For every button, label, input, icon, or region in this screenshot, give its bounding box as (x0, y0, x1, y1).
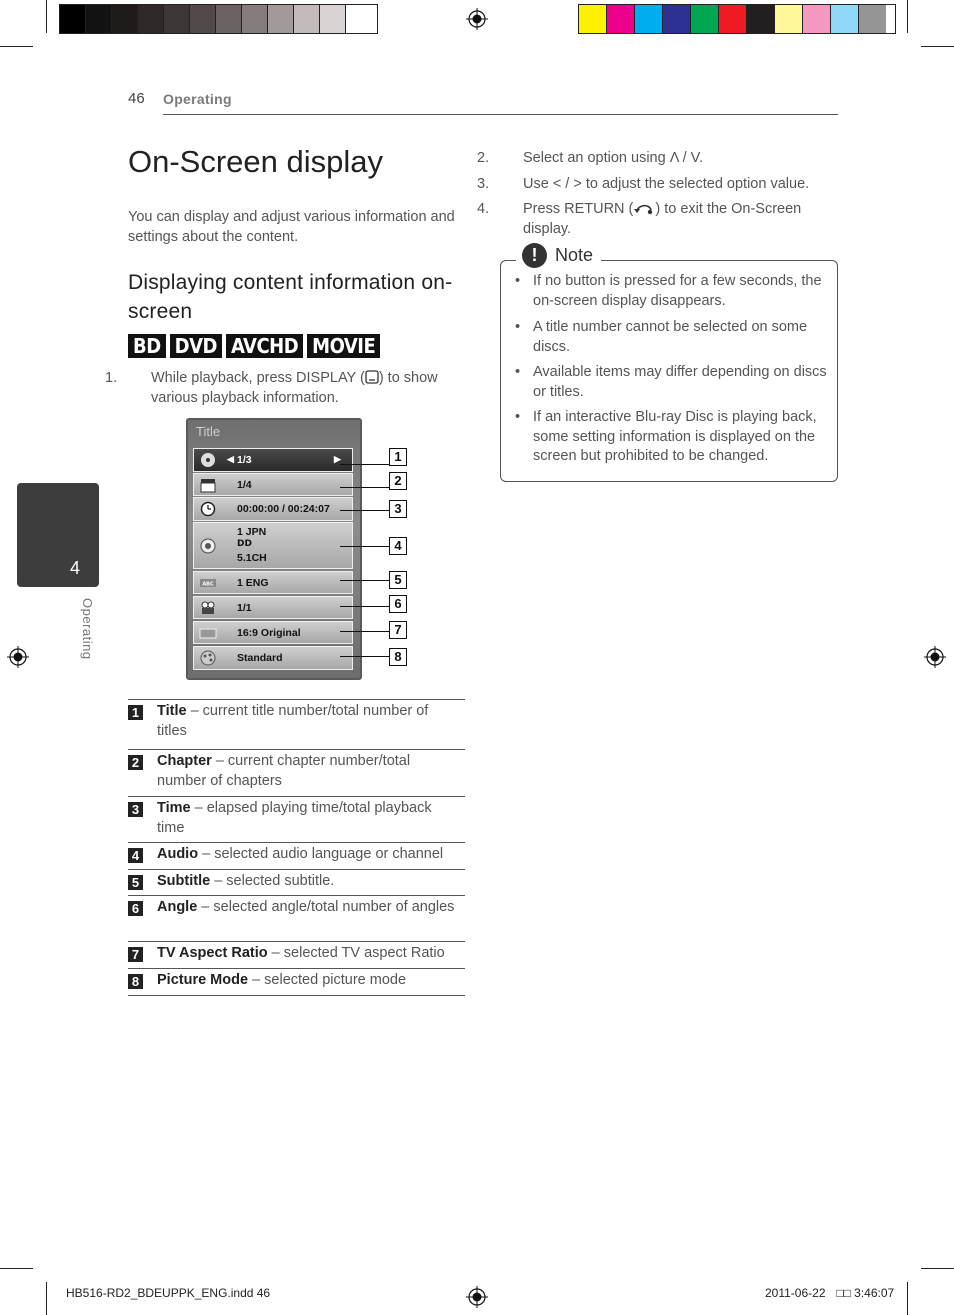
note-item: • If an interactive Blu-ray Disc is playing back, some setting information is displayed on the screen but prohibited to be changed. (515, 408, 843, 467)
intro-text: You can display and adjust various information and settings about the content. (128, 209, 455, 245)
callout-line (340, 464, 389, 465)
color-swatch (719, 5, 747, 33)
registration-mark-icon (7, 646, 29, 668)
color-swatch (164, 5, 190, 33)
note-item: • If no button is pressed for a few seconds, the on-screen display disappears. (515, 272, 843, 311)
color-swatch (242, 5, 268, 33)
step-4: 4. Press RETURN ( ) to exit the On-Screen display. (477, 201, 802, 237)
color-swatch (112, 5, 138, 33)
crop-mark (921, 46, 954, 47)
color-swatch (859, 5, 886, 33)
on-screen-display (186, 418, 362, 680)
display-button-icon (365, 370, 379, 384)
legend-row: 7 TV Aspect Ratio – selected TV aspect Ratio (128, 941, 465, 969)
color-swatch (831, 5, 859, 33)
left-arrow-icon: ◀ (227, 454, 234, 464)
color-swatch (803, 5, 831, 33)
osd-row-audio: 1 JPN DD 5.1CH (193, 522, 353, 569)
color-swatch (216, 5, 242, 33)
crop-mark (46, 1282, 47, 1315)
color-swatch (138, 5, 164, 33)
callout-8: 8 (389, 648, 407, 666)
callout-4: 4 (389, 537, 407, 555)
subheading: Displaying content information on-screen (128, 271, 453, 323)
right-arrow-icon: ▶ (334, 454, 341, 464)
dvd-badge: DVD (170, 334, 222, 358)
crop-mark (46, 0, 47, 33)
color-swatch (635, 5, 663, 33)
color-swatch (691, 5, 719, 33)
chapter-side-tab (17, 483, 99, 587)
chapter-label: Operating (80, 598, 95, 660)
avchd-badge: AVCHD (226, 334, 303, 358)
footer-time: □□ 3:46:07 (833, 1286, 895, 1300)
registration-mark-icon (466, 1286, 488, 1308)
color-swatch (775, 5, 803, 33)
clapper-icon (199, 477, 217, 493)
color-swatch (579, 5, 607, 33)
osd-row-tv-aspect: 16:9 Original (193, 621, 353, 644)
callout-line (340, 631, 389, 632)
step-3: 3. Use < / > to adjust the selected option value. (477, 176, 810, 192)
legend-row: 5 Subtitle – selected subtitle. (128, 869, 465, 896)
bd-badge: BD (128, 334, 166, 358)
color-swatch-bar (578, 4, 896, 34)
header-rule (163, 114, 838, 115)
note-item: • Available items may differ depending on discs or titles. (515, 363, 843, 402)
callout-line (340, 546, 389, 547)
return-button-icon (633, 201, 655, 215)
color-swatch (60, 5, 86, 33)
crop-mark (907, 0, 908, 33)
color-swatch (346, 5, 371, 33)
crop-mark (0, 46, 33, 47)
callout-line (340, 656, 389, 657)
callout-6: 6 (389, 595, 407, 613)
grayscale-swatch-bar (59, 4, 378, 34)
legend-row: 4 Audio – selected audio language or channel (128, 842, 465, 870)
registration-mark-icon (924, 646, 946, 668)
callout-3: 3 (389, 500, 407, 518)
callout-line (340, 606, 389, 607)
osd-row-title: ◀ 1/3 ▶ (193, 448, 353, 472)
registration-mark-icon (466, 8, 488, 30)
callout-line (340, 580, 389, 581)
tv-aspect-icon (199, 625, 217, 641)
color-swatch (190, 5, 216, 33)
page-title: On-Screen display (128, 144, 384, 179)
note-title: Note (555, 245, 594, 265)
svg-text:ABC: ABC (202, 581, 214, 588)
step-2: 2. Select an option using Λ / V. (477, 150, 704, 166)
callout-5: 5 (389, 571, 407, 589)
crop-mark (921, 1268, 954, 1269)
legend-bottom-rule (128, 995, 465, 996)
chapter-number: 4 (70, 558, 81, 578)
note-header (516, 243, 601, 268)
crop-mark (0, 1268, 33, 1269)
disc-title-icon (199, 452, 217, 468)
color-swatch (320, 5, 346, 33)
page-number: 46 (128, 90, 145, 107)
legend-row: 2 Chapter – current chapter number/total number of chapters (128, 749, 465, 797)
callout-1: 1 (389, 448, 407, 466)
osd-row-picture-mode: Standard (193, 646, 353, 670)
subtitle-abc-icon (199, 575, 217, 591)
footer-filename: HB516-RD2_BDEUPPK_ENG.indd 46 (66, 1286, 271, 1300)
color-swatch (294, 5, 320, 33)
exclamation-icon: ! (522, 243, 547, 268)
section-name: Operating (163, 91, 232, 107)
osd-row-angle: 1/1 (193, 596, 353, 619)
color-swatch (663, 5, 691, 33)
movie-badge: MOVIE (307, 334, 380, 358)
color-swatch (86, 5, 112, 33)
osd-row-chapter: 1/4 (193, 473, 353, 496)
legend-row: 6 Angle – selected angle/total number of angles (128, 895, 465, 942)
step-1: 1. While playback, press DISPLAY ( ) to show various playback information. (105, 370, 438, 406)
footer-date: 2011-06-22 (765, 1286, 826, 1300)
color-swatch (747, 5, 775, 33)
color-swatch (268, 5, 294, 33)
callout-7: 7 (389, 621, 407, 639)
color-swatch (607, 5, 635, 33)
callout-2: 2 (389, 472, 407, 490)
dolby-digital-logo: DD (237, 539, 252, 549)
osd-row-subtitle: ABC 1 ENG (193, 571, 353, 594)
callout-line (340, 487, 389, 488)
picture-mode-icon (199, 650, 217, 666)
camera-angle-icon (199, 600, 217, 616)
format-badges (128, 334, 380, 358)
legend-row: 8 Picture Mode – selected picture mode (128, 968, 465, 996)
callout-line (340, 510, 389, 511)
note-item: • A title number cannot be selected on some discs. (515, 318, 843, 357)
osd-row-time: 00:00:00 / 00:24:07 (193, 497, 353, 521)
crop-mark (907, 1282, 908, 1315)
legend-row: 1 Title – current title number/total number of titles (128, 699, 465, 749)
speaker-icon (199, 538, 217, 554)
osd-title: Title (196, 424, 221, 439)
clock-icon (199, 501, 217, 517)
legend-row: 3 Time – elapsed playing time/total playback time (128, 796, 465, 843)
